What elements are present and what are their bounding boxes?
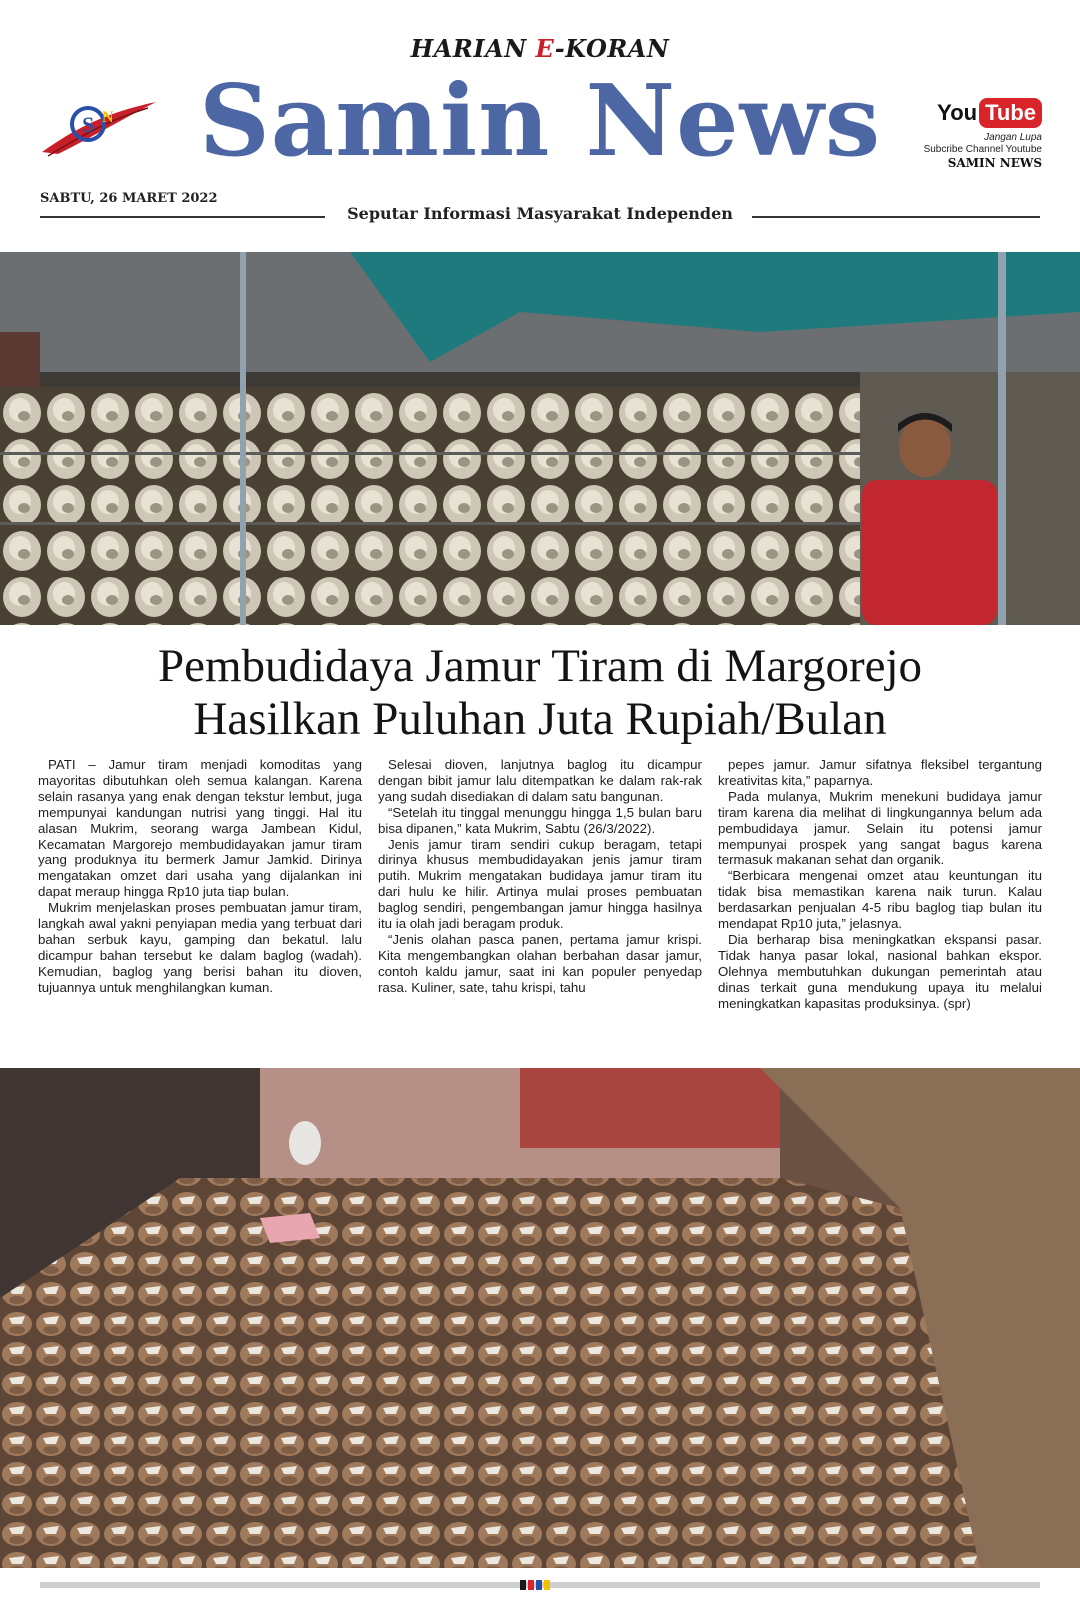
- masthead-title: Samin News: [198, 64, 882, 179]
- youtube-line1: Jangan Lupa: [984, 132, 1042, 143]
- youtube-icon[interactable]: [937, 98, 1042, 128]
- photo-top-pole-2: [998, 252, 1006, 625]
- tagline-text: Seputar Informasi Masyarakat Independen: [341, 204, 739, 223]
- paragraph: “Berbicara mengenai omzet atau keuntungan itu tidak bisa memastikan karena naik turun. Kalau berdasarkan penjualan 4-5 ribu baglog tiap bulan itu mendapat Rp10 juta,” jelasnya.: [718, 868, 1042, 932]
- paragraph: Selesai dioven, lanjutnya baglog itu dicampur dengan bibit jamur lalu ditempatkan ke dalam rak-rak yang sudah disediakan di dalam satu bangunan.: [378, 757, 702, 804]
- photo-bottom-pink-cloth: [260, 1213, 320, 1243]
- paragraph: pepes jamur. Jamur sifatnya fleksibel tergantung kreativitas kita,” paparnya.: [718, 757, 1042, 788]
- photo-top-man-head: [899, 417, 951, 477]
- photo-top-man-shirt: [862, 480, 997, 625]
- photo-top-shelf-1: [0, 452, 860, 455]
- photo-top-pole-1: [240, 252, 246, 625]
- paragraph: PATI – Jamur tiram menjadi komoditas yang mayoritas dibutuhkan oleh semua kalangan. Karena selain rasanya yang enak dengan tekstur lembut, juga mempunyai kandungan nutrisi yang tinggi. Hal itu alasan Mukrim, seorang warga Jambean Kidul, Kecamatan Margorejo membudidayakan jamur tiram yang produknya itu bermerk Jamur Jamkid. Dirinya mengatakan omzet dari usaha yang dijalankan ini dapat meraup hingga Rp10 juta tiap bulan.: [38, 757, 362, 900]
- paragraph: Pada mulanya, Mukrim menekuni budidaya jamur tiram karena dia melihat di lingkungannya belum ada pembudidaya jamur. Selain itu potensi jamur mempunyai prospek yang sangat bagus karena termasuk makanan sehat dan organik.: [718, 788, 1042, 868]
- photo-bottom-baglogs: [0, 1178, 980, 1568]
- paragraph: Jenis jamur tiram sendiri cukup beragam, tetapi dirinya khusus membudidayakan jenis jamur tiram putih. Mukrim mengatakan budidaya jamur tiram itu dari hulu ke hilir. Artinya mulai proses pembuatan baglog sendiri, pengembangan jamur hingga hasilnya itu ia olah jadi beragam produk.: [378, 836, 702, 932]
- footer-mark: [536, 1580, 542, 1590]
- article-column-1: [38, 757, 362, 996]
- issue-date: SABTU, 26 MARET 2022: [40, 191, 218, 206]
- pre-title-a: HARIAN: [410, 34, 536, 63]
- paragraph: “Jenis olahan pasca panen, pertama jamur krispi. Kita mengembangkan olahan berbahan dasar jamur, contoh kaldu jamur, saat ini kan populer penyedap rasa. Kuliner, sate, tahu krispi, tahu: [378, 931, 702, 995]
- footer-mark: [544, 1580, 550, 1590]
- headline: [20, 640, 1060, 746]
- photo-mushroom-racks: [0, 252, 1080, 625]
- article-body: [38, 757, 1042, 1057]
- photo-baglog-floor: [0, 1068, 1080, 1568]
- photo-bottom-red-board: [520, 1068, 780, 1148]
- paragraph: “Setelah itu tinggal menunggu hingga 1,5 bulan baru bisa dipanen,” kata Mukrim, Sabtu (26/3/2022).: [378, 804, 702, 836]
- paragraph: Dia berharap bisa meningkatkan ekspansi pasar. Tidak hanya pasar lokal, nasional bahkan ekspor. Olehnya membutuhkan dukungan pemerintah atau dinas terkait guna mendukung upaya itu melalui meningkatkan kapasitas produksinya. (spr): [718, 931, 1042, 1011]
- photo-bottom-plastic-bag: [289, 1121, 321, 1165]
- pre-title-b: -KORAN: [554, 34, 670, 63]
- footer-mark: [528, 1580, 534, 1590]
- youtube-you: You: [937, 100, 978, 125]
- youtube-channel: SAMIN NEWS: [947, 156, 1042, 170]
- logo-n-glyph: N: [102, 109, 114, 126]
- pre-title: [0, 34, 1080, 63]
- tagline: [0, 204, 1080, 223]
- logo-s-glyph: S: [82, 112, 95, 137]
- youtube-promo[interactable]: [892, 98, 1042, 170]
- article-column-3: [718, 757, 1042, 1012]
- photo-top-baglogs: [0, 387, 860, 625]
- footer-mark: [520, 1580, 526, 1590]
- paragraph: Mukrim menjelaskan proses pembuatan jamur tiram, langkah awal yakni penyiapan media yang terbuat dari bahan serbuk kayu, gamping dan bekatul. lalu dicampur bahan tersebut ke dalam baglog (wadah). Kemudian, baglog yang berisi bahan itu dioven, tujuannya untuk menghilangkan kuman.: [38, 900, 362, 995]
- masthead: [0, 0, 1080, 235]
- footer-color-marks: [520, 1580, 550, 1590]
- youtube-tube: Tube: [979, 98, 1042, 128]
- pre-title-e: E: [535, 34, 555, 63]
- photo-top-shelf-2: [0, 522, 860, 525]
- headline-line-2: Hasilkan Puluhan Juta Rupiah/Bulan: [193, 693, 887, 745]
- headline-line-1: Pembudidaya Jamur Tiram di Margorejo: [157, 640, 923, 692]
- article-column-2: [378, 757, 702, 996]
- youtube-line2: Subcribe Channel Youtube: [923, 144, 1042, 155]
